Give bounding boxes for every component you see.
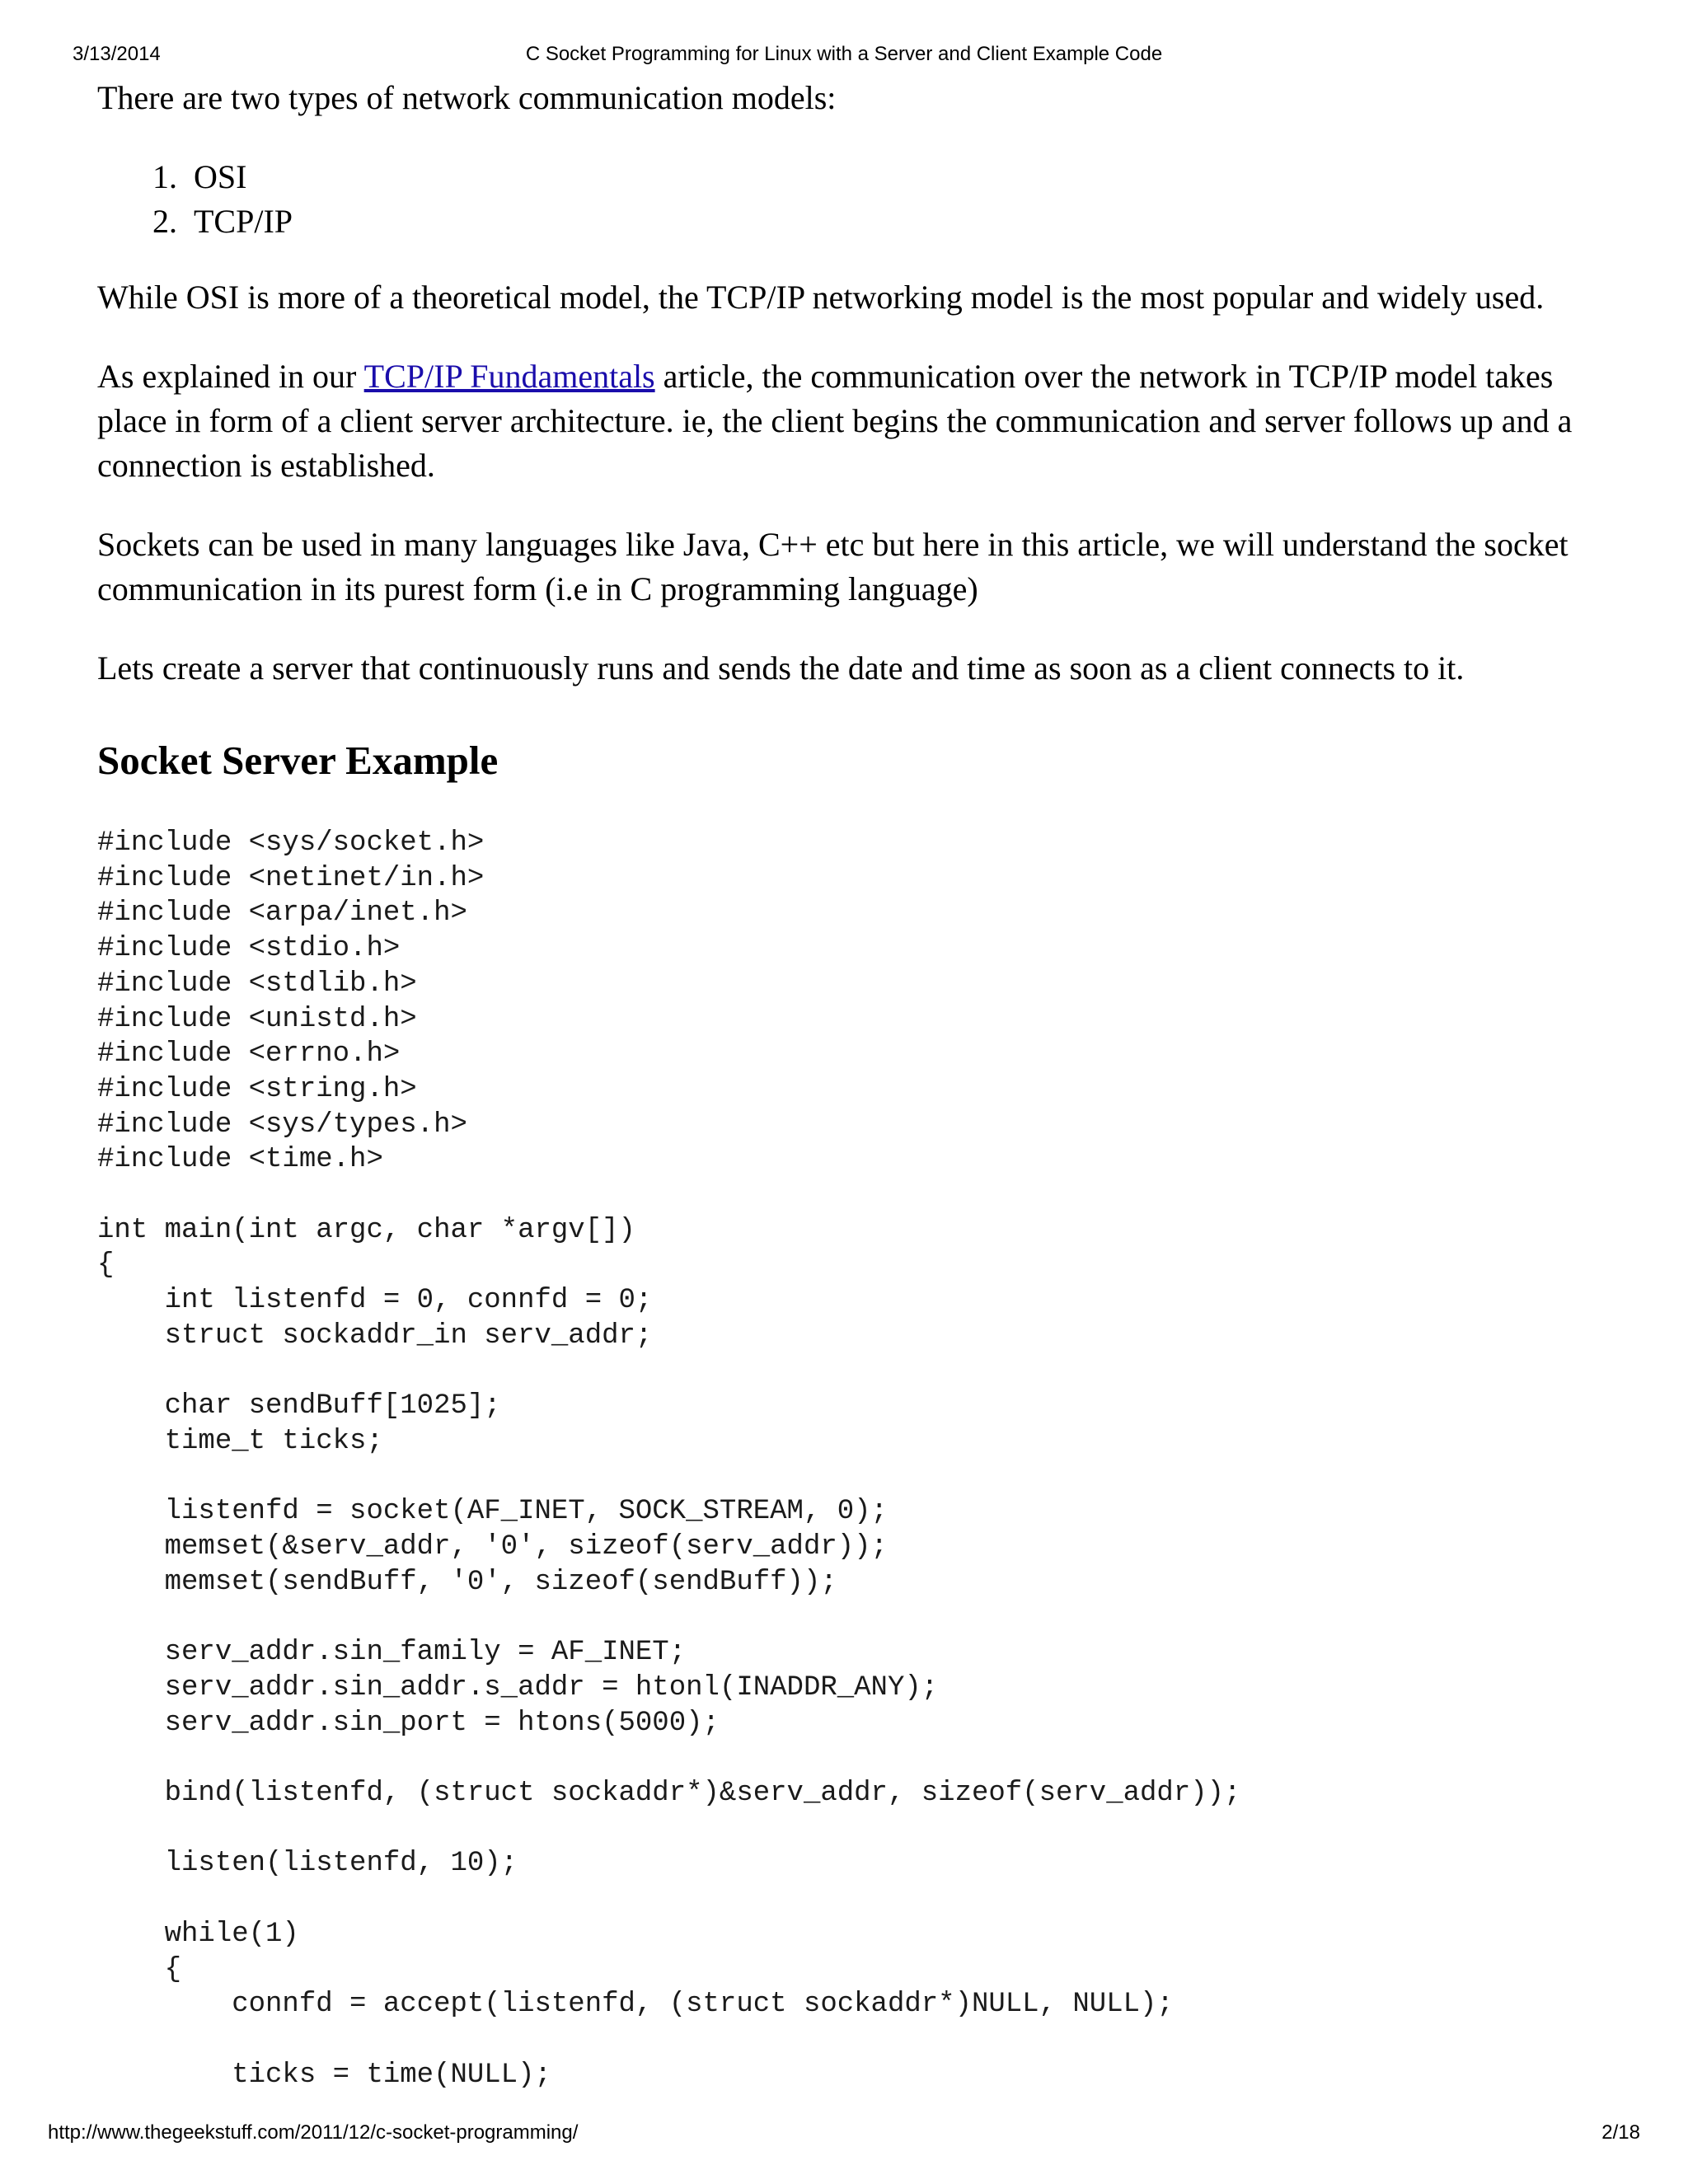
code-block: #include <sys/socket.h> #include <netinet/in.h> #include <arpa/inet.h> #include <stdio.h> #include <stdlib.h> #include <unistd.h> #include <errno.h> #include <string.h> #include <sys/types.h> #include <time.h> int main(int argc, char *argv[]) { int listenfd = 0, connfd = 0; struct sockaddr_in serv_addr; char sendBuff[1025]; time_t ticks; listenfd = socket(AF_INET, SOCK_STREAM, 0); memset(&serv_addr, '0', sizeof(serv_addr)); memset(sendBuff, '0', sizeof(sendBuff)); serv_addr.sin_family = AF_INET; serv_addr.sin_addr.s_addr = htonl(INADDR_ANY); serv_addr.sin_port = htons(5000); bind(listenfd, (struct sockaddr*)&serv_addr, sizeof(serv_addr)); listen(listenfd, 10); while(1) { connfd = accept(listenfd, (struct sockaddr*)NULL, NULL); ticks = time(NULL); [97,827,1241,2091]
paragraph-tcpip [97,354,1606,488]
paragraph-suffix: article, the communication over the network in TCP/IP model takes place in form of a client server architecture. ie, the client begins the communication and server follows up and a connection is established. [97,358,1573,484]
intro-paragraph: There are two types of network communication models: [97,79,837,116]
list-item: 1. OSI [185,155,1606,199]
page-header [73,43,1615,76]
paragraph-sockets: Sockets can be used in many languages like Java, C++ etc but here in this article, we will understand the socket communication in its purest form (i.e in C programming language) [97,526,1568,607]
section-heading: Socket Server Example [97,738,499,783]
paragraph-server-intro: Lets create a server that continuously runs and sends the date and time as soon as a client connects to it. [97,649,1465,687]
list-item: 2. TCP/IP [185,199,1606,244]
print-date: 3/13/2014 [73,43,161,65]
models-list [97,155,1606,244]
article-body [97,76,1606,2093]
page-footer [48,2121,1640,2154]
page-number: 2/18 [1601,2121,1640,2144]
paragraph-osi: While OSI is more of a theoretical model, the TCP/IP networking model is the most popular and widely used. [97,279,1545,316]
tcpip-fundamentals-link[interactable]: TCP/IP Fundamentals [363,358,655,395]
paragraph-prefix: As explained in our [97,358,364,395]
page-url: http://www.thegeekstuff.com/2011/12/c-socket-programming/ [48,2121,579,2144]
page-title: C Socket Programming for Linux with a Server and Client Example Code [525,43,1163,65]
